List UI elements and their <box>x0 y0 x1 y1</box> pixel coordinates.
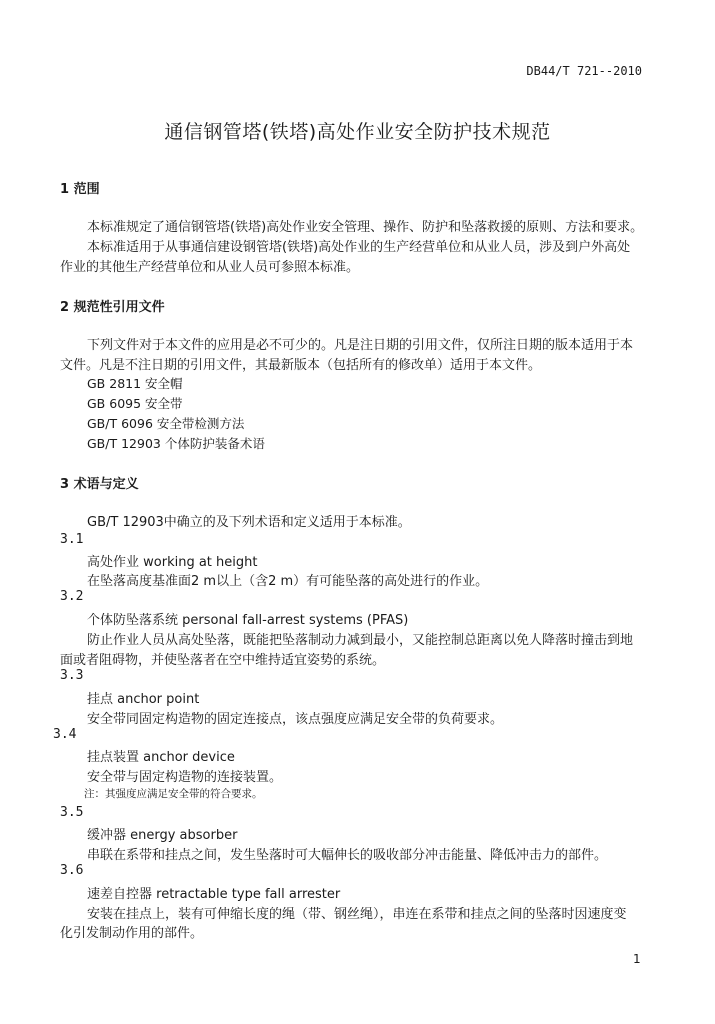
term-title: 个体防坠落系统 personal fall-arrest systems (PFAS) <box>87 613 409 628</box>
paragraph: 下列文件对于本文件的应用是必不可少的。凡是注日期的引用文件，仅所注日期的版本适用于本 <box>87 338 634 353</box>
term-number: 3.4 <box>53 727 77 742</box>
section-heading: 1 范围 <box>60 182 100 197</box>
term-definition: 防止作业人员从高处坠落，既能把坠落制动力减到最小，又能控制总距离以免人降落时撞击到地 <box>87 633 634 648</box>
term-definition: 安全带与固定构造物的连接装置。 <box>87 770 283 785</box>
term-title: 挂点装置 anchor device <box>87 750 235 765</box>
term-title: 缓冲器 energy absorber <box>87 828 238 843</box>
page-number: 1 <box>633 952 641 966</box>
page-title: 通信钢管塔(铁塔)高处作业安全防护技术规范 <box>164 121 551 143</box>
term-definition: 化引发制动作用的部件。 <box>60 926 204 941</box>
paragraph: 本标准适用于从事通信建设钢管塔(铁塔)高处作业的生产经营单位和从业人员，涉及到户外高处 <box>87 240 631 255</box>
term-number: 3.3 <box>60 668 84 683</box>
reference-item: GB 2811 安全帽 <box>87 376 183 391</box>
term-definition: 串联在系带和挂点之间，发生坠落时可大幅伸长的吸收部分冲击能量、降低冲击力的部件。 <box>87 848 608 863</box>
term-title: 挂点 anchor point <box>87 692 200 707</box>
reference-item: GB/T 12903 个体防护装备术语 <box>87 436 265 451</box>
paragraph: GB/T 12903中确立的及下列术语和定义适用于本标准。 <box>87 515 411 530</box>
term-number: 3.6 <box>60 863 84 878</box>
term-number: 3.1 <box>60 532 84 547</box>
term-definition: 安全带同固定构造物的固定连接点，该点强度应满足安全带的负荷要求。 <box>87 712 504 727</box>
term-title: 速差自控器 retractable type fall arrester <box>87 887 341 902</box>
term-definition: 面或者阻碍物，并使坠落者在空中维持适宜姿势的系统。 <box>60 653 386 668</box>
standard-id: DB44/T 721--2010 <box>526 64 642 78</box>
term-definition: 在坠落高度基准面2 m以上（含2 m）有可能坠落的高处进行的作业。 <box>87 574 489 589</box>
reference-item: GB/T 6096 安全带检测方法 <box>87 416 245 431</box>
section-heading: 3 术语与定义 <box>60 477 139 492</box>
section-heading: 2 规范性引用文件 <box>60 300 165 315</box>
paragraph: 作业的其他生产经营单位和从业人员可参照本标准。 <box>60 260 360 275</box>
paragraph: 文件。凡是不注日期的引用文件，其最新版本（包括所有的修改单）适用于本文件。 <box>60 358 542 373</box>
term-title: 高处作业 working at height <box>87 555 258 570</box>
term-note: 注：其强度应满足安全带的符合要求。 <box>84 788 263 800</box>
paragraph: 本标准规定了通信钢管塔(铁塔)高处作业安全管理、操作、防护和坠落救援的原则、方法和要求。 <box>87 220 644 235</box>
reference-item: GB 6095 安全带 <box>87 396 183 411</box>
term-number: 3.2 <box>60 589 84 604</box>
term-definition: 安装在挂点上，装有可伸缩长度的绳（带、钢丝绳），串连在系带和挂点之间的坠落时因速度变 <box>87 907 627 922</box>
term-number: 3.5 <box>60 805 84 820</box>
